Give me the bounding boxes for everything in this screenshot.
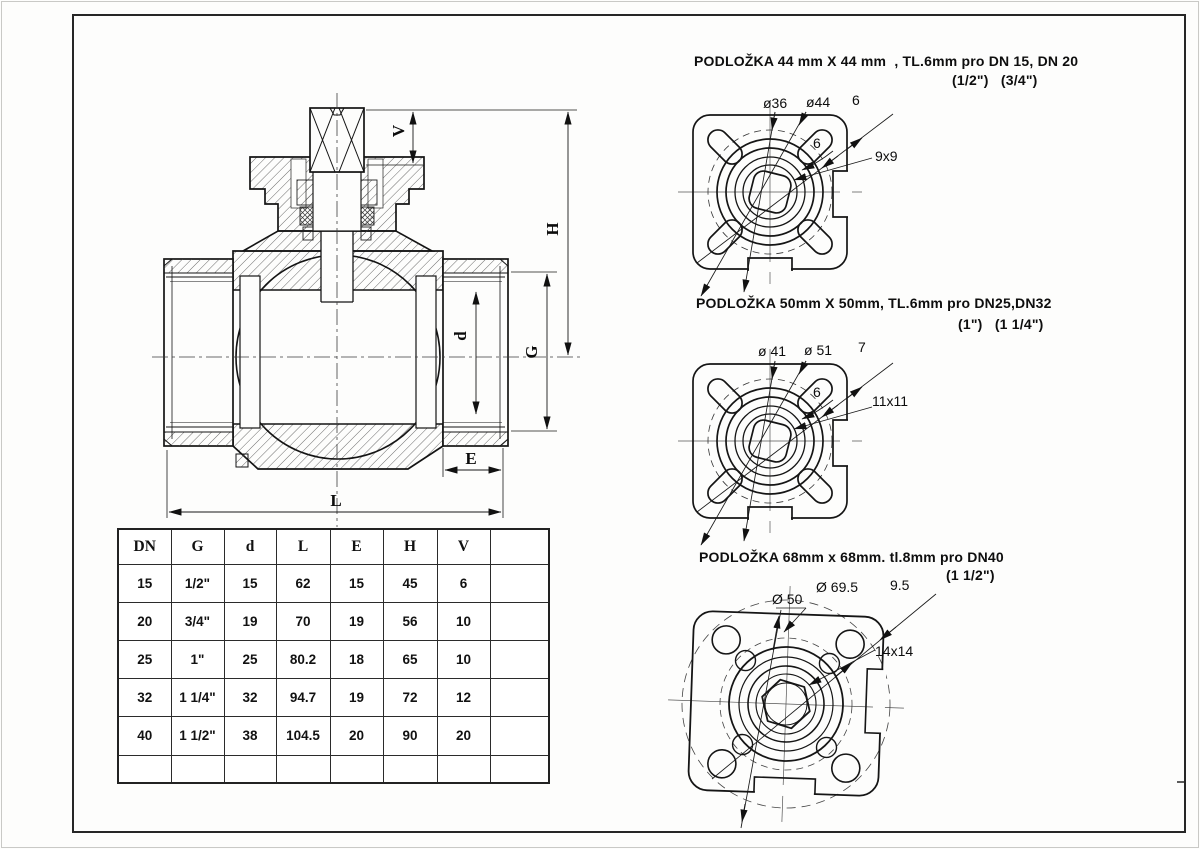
table-cell: 90 [383, 716, 437, 755]
table-cell [490, 602, 549, 640]
table-cell: 19 [330, 602, 383, 640]
table-cell [490, 529, 549, 564]
table-cell: 80.2 [276, 640, 330, 678]
dimension-table [117, 528, 550, 784]
table-cell: L [276, 529, 330, 564]
table-cell: 1 1/4" [171, 678, 224, 716]
table-row [118, 640, 549, 678]
flange3-center-hole-label: 14x14 [875, 643, 914, 659]
table-body [118, 564, 549, 783]
table-cell: 15 [330, 564, 383, 602]
table-cell: 25 [224, 640, 276, 678]
table-cell [383, 755, 437, 783]
table-cell: DN [118, 529, 171, 564]
table-cell [437, 755, 490, 783]
flange2-subtitle: (1") (1 1/4") [958, 316, 1044, 332]
table-row [118, 678, 549, 716]
flange3-subtitle: (1 1/2") [946, 567, 995, 583]
flange2-title: PODLOŽKA 50mm X 50mm, TL.6mm pro DN25,DN32 [696, 295, 1052, 311]
valve-right-port [443, 259, 508, 446]
table-cell: 19 [224, 602, 276, 640]
table-cell: 10 [437, 602, 490, 640]
table-header-row [118, 529, 549, 564]
valve-left-port [164, 259, 233, 446]
table-row [118, 755, 549, 783]
flange1-outer-dia-label: ø44 [806, 94, 831, 110]
dim-label-V: V [389, 124, 408, 138]
table-cell [490, 564, 549, 602]
table-cell: 10 [437, 640, 490, 678]
table-cell [490, 640, 549, 678]
table-cell [490, 755, 549, 783]
table-cell: 20 [437, 716, 490, 755]
flange-drawing-44x44 [678, 92, 898, 296]
table-cell: 40 [118, 716, 171, 755]
table-cell: 104.5 [276, 716, 330, 755]
table-cell: d [224, 529, 276, 564]
table-cell: V [437, 529, 490, 564]
table-cell: 56 [383, 602, 437, 640]
table-cell [171, 755, 224, 783]
table-cell: 25 [118, 640, 171, 678]
flange1-title: PODLOŽKA 44 mm X 44 mm , TL.6mm pro DN 15, DN 20 [694, 53, 1079, 69]
table-cell [224, 755, 276, 783]
table-cell: 12 [437, 678, 490, 716]
table-cell: 15 [118, 564, 171, 602]
table-cell: 1" [171, 640, 224, 678]
flange2-inner-dia-label: ø 41 [758, 343, 787, 359]
dim-label-H: H [543, 222, 562, 236]
flange1-inner-dia-label: ø36 [763, 95, 788, 111]
table-cell [490, 678, 549, 716]
dim-label-G: G [522, 345, 541, 359]
dim-label-L: L [330, 491, 342, 510]
flange3-outer-dia-label: Ø 69.5 [816, 579, 859, 595]
table-cell: 94.7 [276, 678, 330, 716]
table-cell: 6 [437, 564, 490, 602]
flange3-corner-offset-label: 9.5 [890, 577, 910, 593]
dim-label-d: d [451, 331, 470, 341]
table-cell: 3/4" [171, 602, 224, 640]
table-cell: 32 [118, 678, 171, 716]
table-cell: 38 [224, 716, 276, 755]
flange3-inner-dia-label: Ø 50 [772, 591, 803, 607]
flange1-subtitle: (1/2") (3/4") [952, 72, 1038, 88]
table-cell: H [383, 529, 437, 564]
table-cell: 62 [276, 564, 330, 602]
table-cell: 65 [383, 640, 437, 678]
flange2-slot-width-label: 6 [813, 384, 821, 400]
table-cell [118, 755, 171, 783]
table-cell: 19 [330, 678, 383, 716]
table-cell: G [171, 529, 224, 564]
flange1-center-hole-label: 9x9 [875, 148, 898, 164]
table-cell [330, 755, 383, 783]
table-cell: 20 [330, 716, 383, 755]
table-cell: 20 [118, 602, 171, 640]
table-cell: 18 [330, 640, 383, 678]
table-cell: 1/2" [171, 564, 224, 602]
valve-cross-section-drawing [152, 93, 580, 527]
table-cell: 1 1/2" [171, 716, 224, 755]
table-cell: 70 [276, 602, 330, 640]
flange-drawing-68x68 [664, 577, 936, 828]
table-cell: 72 [383, 678, 437, 716]
table-cell: 45 [383, 564, 437, 602]
table-cell: 15 [224, 564, 276, 602]
table-cell: 32 [224, 678, 276, 716]
table-cell: E [330, 529, 383, 564]
flange1-corner-offset-label: 6 [852, 92, 860, 108]
flange2-outer-dia-label: ø 51 [804, 342, 833, 358]
flange2-corner-offset-label: 7 [858, 339, 866, 355]
flange2-center-hole-label: 11x11 [872, 393, 909, 409]
flange-drawing-50x50 [678, 339, 908, 545]
dim-label-E: E [465, 449, 477, 468]
table-row [118, 564, 549, 602]
table-row [118, 602, 549, 640]
flange1-slot-width-label: 6 [813, 135, 821, 151]
table-cell [276, 755, 330, 783]
flange3-title: PODLOŽKA 68mm x 68mm. tl.8mm pro DN40 [699, 549, 1004, 565]
table-cell [490, 716, 549, 755]
table-row [118, 716, 549, 755]
